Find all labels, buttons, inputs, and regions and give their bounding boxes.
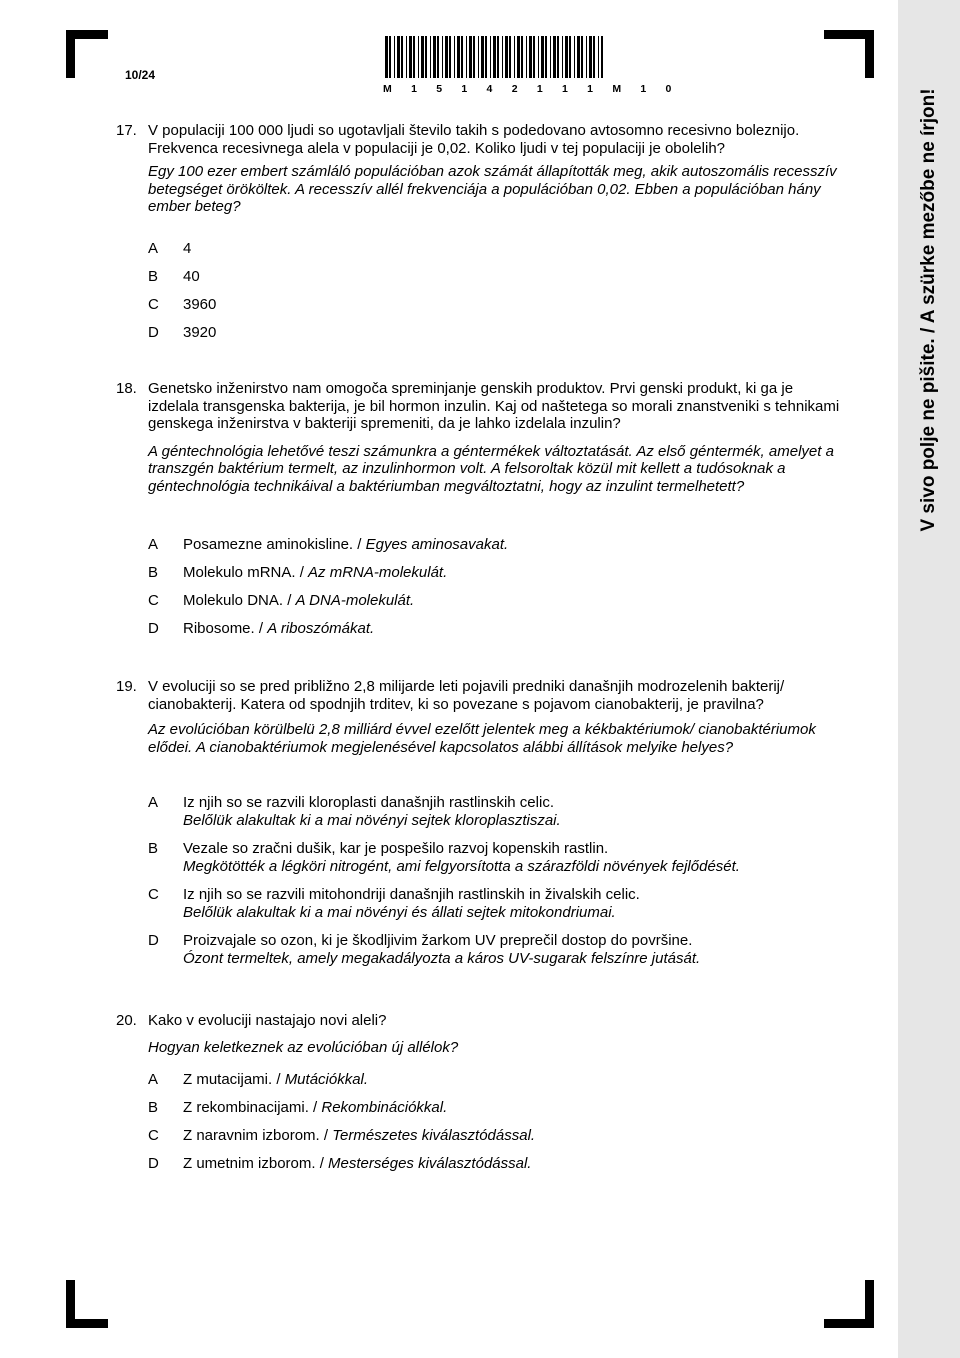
- option-text-hu: Belőlük alakultak ki a mai növényi és állati sejtek mitokondriumai.: [183, 903, 616, 921]
- side-strip-note: V sivo polje ne pišite. / A szürke mezőbe ne írjon!: [918, 88, 939, 532]
- option-text-hu: A riboszómákat.: [267, 620, 375, 637]
- option-letter: D: [148, 1155, 159, 1172]
- option-text-hu: A DNA-molekulát.: [295, 592, 415, 609]
- question-number: 17.: [116, 122, 137, 139]
- corner-mark-top-left: [66, 30, 75, 78]
- option-letter: D: [148, 620, 159, 637]
- option-text-hu: Mesterséges kiválasztódással.: [328, 1155, 532, 1172]
- corner-mark-bottom-right: [824, 1319, 874, 1328]
- option-text-hu: Rekombinációkkal.: [321, 1099, 448, 1116]
- question-text-hu: Egy 100 ezer embert számláló populációban azok számát állapították meg, akik autoszomális recesszív betegséget örököltek. A recesszív allél frekvenciája a populációban 0,02. Ebben a populációban hány ember beteg?: [148, 163, 837, 215]
- option-text-sl: Iz njih so se razvili mitohondriji današnjih rastlinskih in živalskih celic.: [183, 886, 640, 903]
- option-letter: A: [148, 1071, 159, 1088]
- option-text-hu: Megkötötték a légköri nitrogént, ami felgyorsította a szárazföldi növények fejlődését.: [183, 857, 740, 875]
- question-text-sl: Kako v evoluciji nastajajo novi aleli?: [148, 1012, 387, 1029]
- option-text-hu: Egyes aminosavakat.: [365, 536, 509, 553]
- option-text-hu: Ózont termeltek, amely megakadályozta a káros UV-sugarak felszínre jutását.: [183, 949, 701, 967]
- option-text-hu: Belőlük alakultak ki a mai növényi sejtek kloroplasztiszai.: [183, 811, 561, 829]
- option-letter: A: [148, 240, 159, 257]
- option-letter: C: [148, 592, 159, 609]
- option-text-sl: Z mutacijami. /: [183, 1071, 285, 1088]
- option-letter: D: [148, 324, 159, 341]
- option-text-hu: Mutációkkal.: [284, 1071, 369, 1088]
- option-letter: A: [148, 536, 159, 553]
- option-text-sl: Z naravnim izborom. /: [183, 1127, 333, 1144]
- option-letter: C: [148, 296, 159, 313]
- option-text: 4: [183, 240, 192, 257]
- option-letter: B: [148, 268, 159, 285]
- option-text-sl: Iz njih so se razvili kloroplasti današnjih rastlinskih celic.: [183, 794, 554, 811]
- option-text-sl: Vezale so zračni dušik, kar je pospešilo razvoj kopenskih rastlin.: [183, 840, 609, 857]
- option-letter: D: [148, 932, 159, 949]
- question-number: 20.: [116, 1012, 137, 1029]
- corner-mark-bottom-left: [66, 1319, 108, 1328]
- option-text: 3920: [183, 324, 217, 341]
- option-text-hu: Az mRNA-molekulát.: [308, 564, 448, 581]
- option-text: 40: [183, 268, 200, 285]
- question-text-sl: V evoluciji so se pred približno 2,8 milijarde leti pojavili predniki današnjih modrozelenih bakterij/ cianobakterij. Katera od spodnjih trditev, ki so povezane s pojavom cianobakterij, je pravilna?: [148, 678, 785, 713]
- option-letter: B: [148, 1099, 159, 1116]
- option-letter: C: [148, 886, 159, 903]
- option-letter: C: [148, 1127, 159, 1144]
- question-text-sl: Genetsko inženirstvo nam omogoča spreminjanje genskih produktov. Prvi genski produkt, ki ga je izdelala transgenska bakterija, je bil hormon inzulin. Kaj od naštetega so morali znanstveniki s tehnikami genskega inženirstva v bakteriji spremeniti, da je lahko izdelala inzulin?: [148, 380, 840, 432]
- page-number: 10/24: [125, 68, 156, 82]
- option-text-sl: Proizvajale so ozon, ki je škodljivim žarkom UV preprečil dostop do površine.: [183, 932, 693, 949]
- document-code: M 1 5 1 4 2 1 1 1 M 1 0: [383, 83, 680, 95]
- barcode-image: [385, 36, 603, 78]
- option-text: 3960: [183, 296, 217, 313]
- option-letter: B: [148, 840, 159, 857]
- option-letter: B: [148, 564, 159, 581]
- option-text-hu: Természetes kiválasztódással.: [332, 1127, 536, 1144]
- option-text-sl: Z umetnim izborom. /: [183, 1155, 329, 1172]
- option-letter: A: [148, 794, 159, 811]
- option-text-sl: Ribosome. /: [183, 620, 268, 637]
- question-text-hu: Hogyan keletkeznek az evolúcióban új allélok?: [148, 1038, 459, 1056]
- option-text-sl: Posamezne aminokisline. /: [183, 536, 366, 553]
- question-number: 18.: [116, 380, 137, 397]
- question-number: 19.: [116, 678, 137, 695]
- option-text-sl: Z rekombinacijami. /: [183, 1099, 322, 1116]
- question-text-hu: Az evolúcióban körülbelü 2,8 milliárd évvel ezelőtt jelentek meg a kékbaktériumok/ cianobaktériumok elődei. A cianobaktériumok megjelenésével kapcsolatos alábbi állítások melyike helyes?: [148, 721, 816, 756]
- question-text-hu: A géntechnológia lehetővé teszi számunkra a géntermékek változtatását. Az első géntermék, amelyet a transzgén baktérium termelt, az inzulinhormon volt. A felsoroltak közül mit kellett a tudósoknak a géntechnológia technikáival a baktériumban megváltoztatni, hogy az inzulint termelhetett?: [148, 442, 834, 495]
- option-text-sl: Molekulo DNA. /: [183, 592, 296, 609]
- corner-mark-top-right: [865, 30, 874, 78]
- question-text-sl: V populaciji 100 000 ljudi so ugotavljali število takih s podedovano avtosomno recesivno boleznijo. Frekvenca recesivnega alela v populaciji je 0,02. Koliko ljudi v tej populaciji je obolelih?: [148, 122, 800, 157]
- option-text-sl: Molekulo mRNA. /: [183, 564, 309, 581]
